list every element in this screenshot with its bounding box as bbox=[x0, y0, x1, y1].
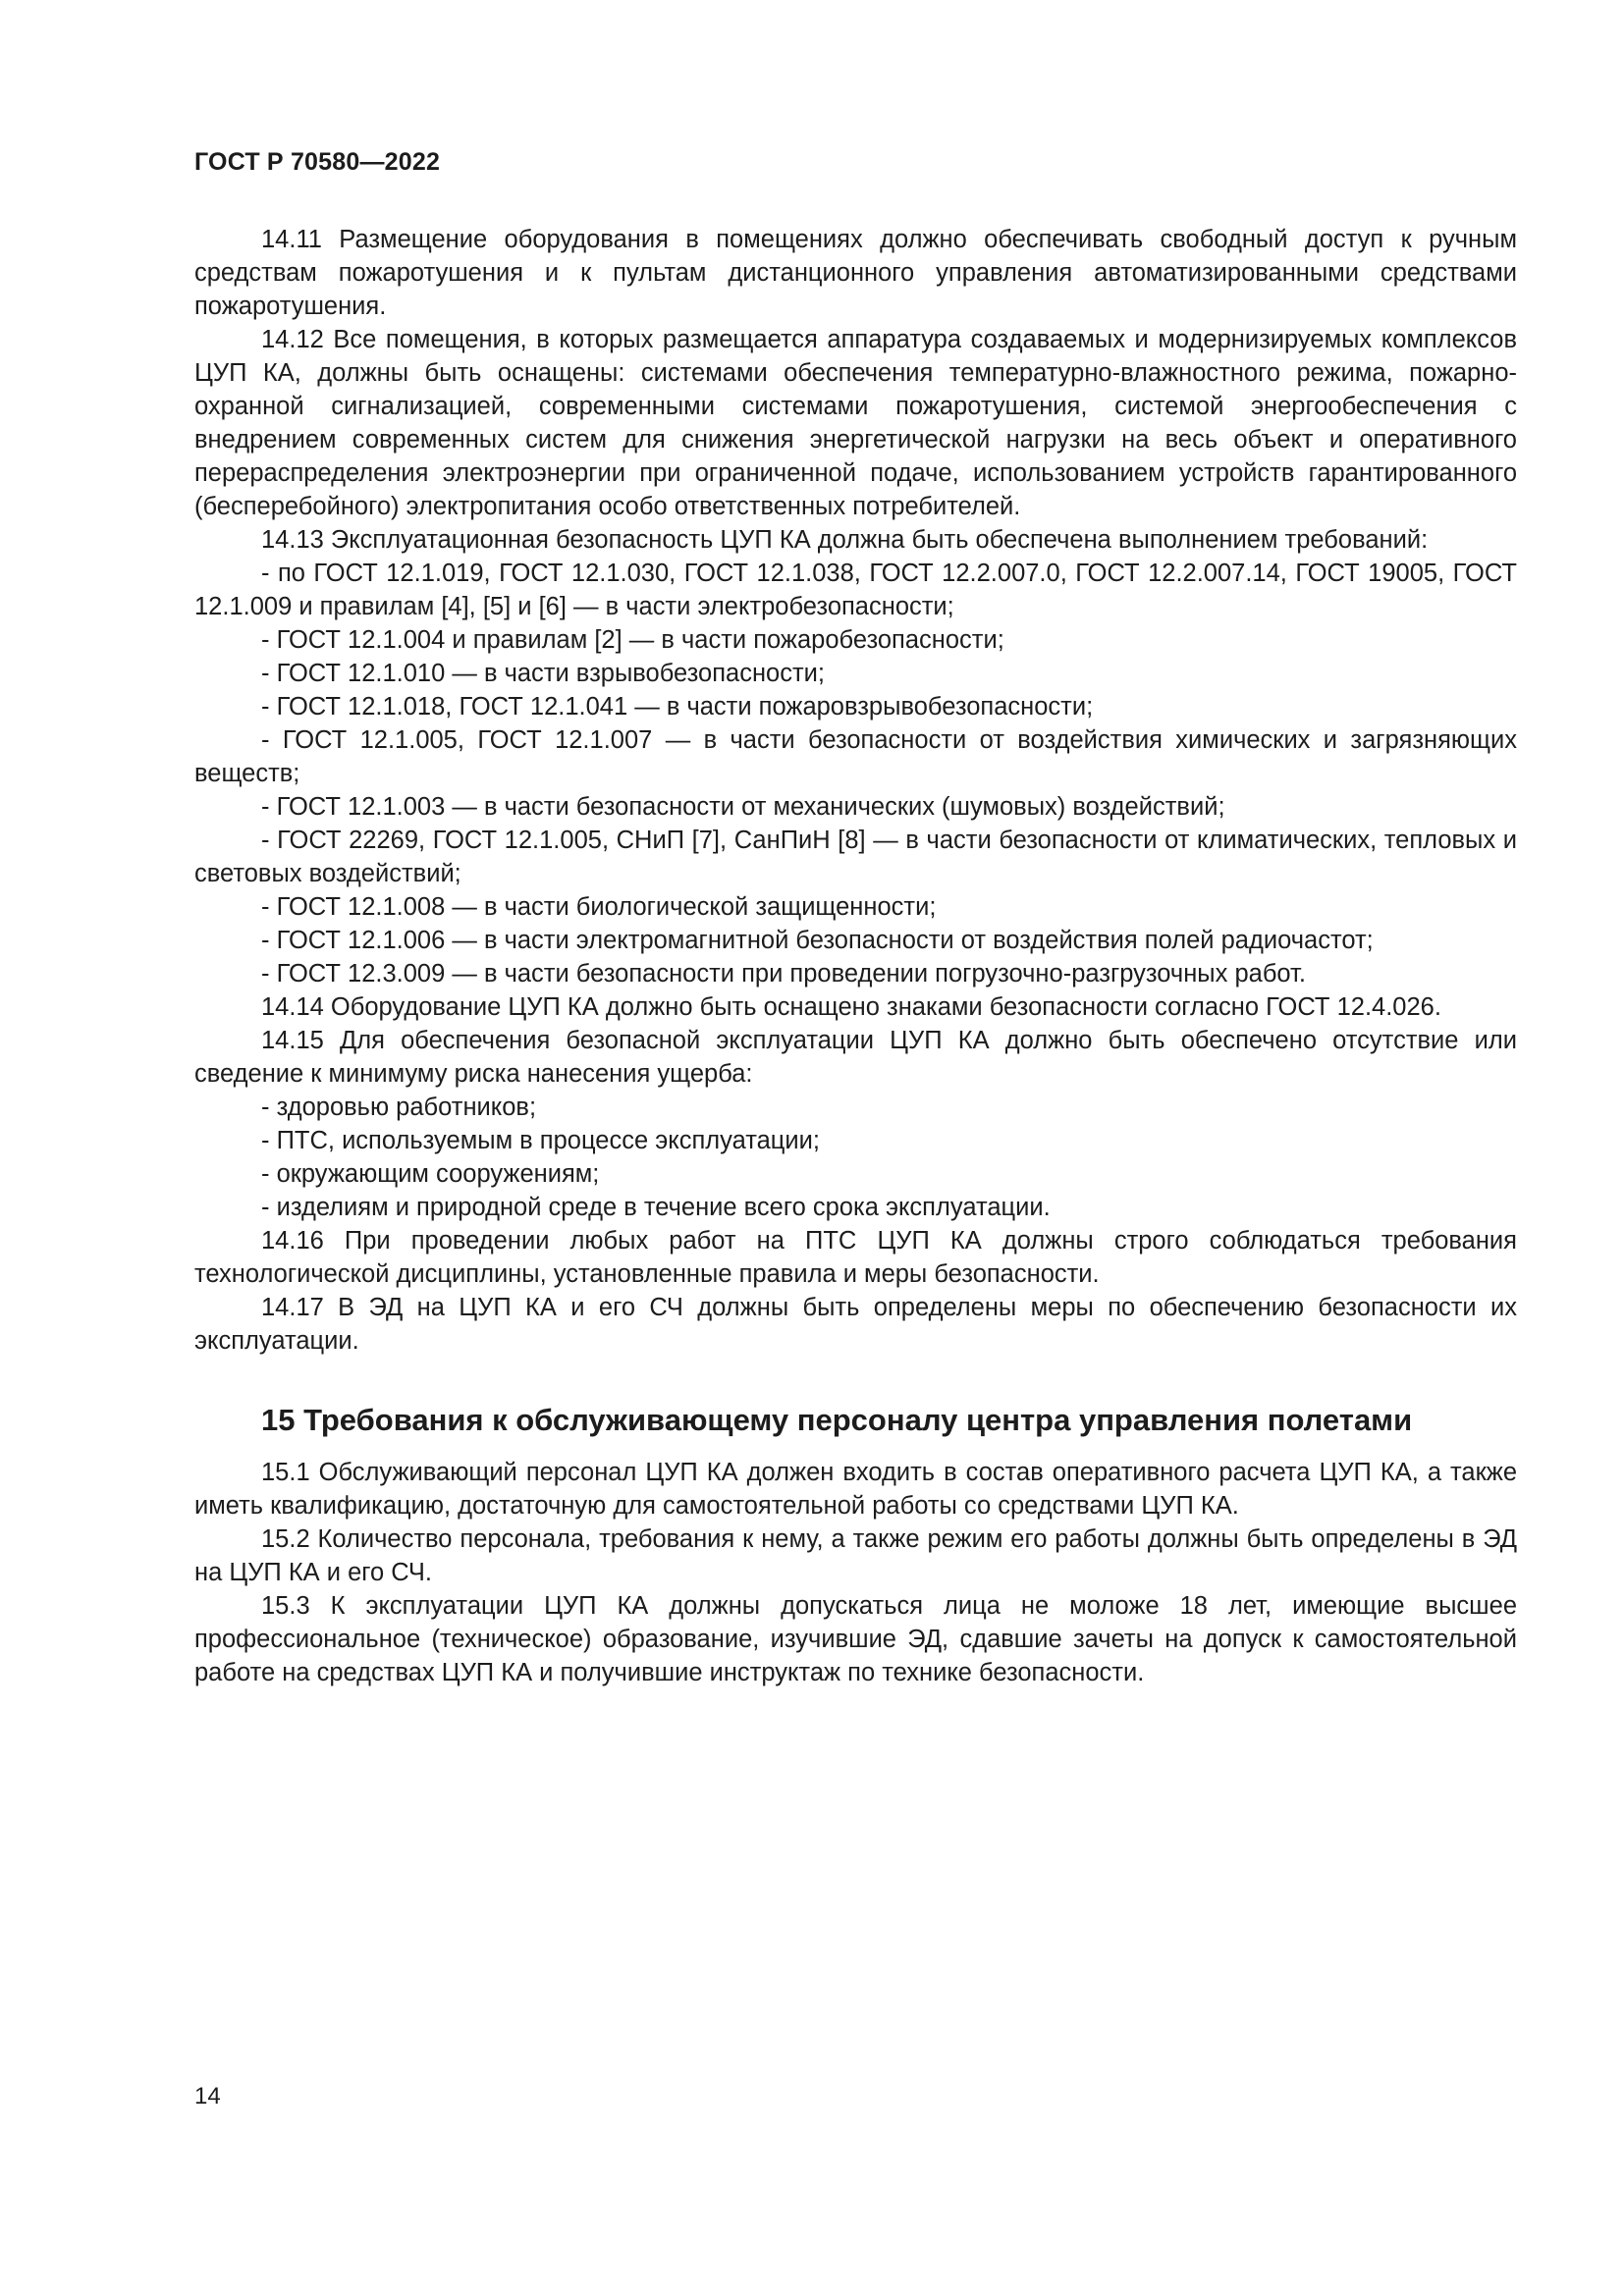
list-item: - ГОСТ 12.1.005, ГОСТ 12.1.007 — в части безопасности от воздействия химических и загрязняющих веществ; bbox=[194, 726, 1517, 787]
list-item: - здоровью работников; bbox=[261, 1094, 537, 1121]
list-item: - ГОСТ 12.1.006 — в части электромагнитной безопасности от воздействия полей радиочастот; bbox=[261, 927, 1374, 954]
list-item: - по ГОСТ 12.1.019, ГОСТ 12.1.030, ГОСТ 12.1.038, ГОСТ 12.2.007.0, ГОСТ 12.2.007.14, ГОСТ 19005, ГОСТ 12.1.009 и правилам [4], [5] и [6] — в части электробезопасности; bbox=[194, 560, 1517, 620]
paragraph-15-2: 15.2 Количество персонала, требования к нему, а также режим его работы должны быть определены в ЭД на ЦУП КА и его СЧ. bbox=[194, 1525, 1517, 1586]
list-item: - ГОСТ 12.1.018, ГОСТ 12.1.041 — в части пожаровзрывобезопасности; bbox=[261, 693, 1094, 721]
list-item: - ПТС, используемым в процессе эксплуатации; bbox=[261, 1127, 820, 1154]
list-item: - ГОСТ 12.1.004 и правилам [2] — в части пожаробезопасности; bbox=[261, 626, 1004, 654]
paragraph-14-15: 14.15 Для обеспечения безопасной эксплуатации ЦУП КА должно быть обеспечено отсутствие или сведение к минимуму риска нанесения ущерба: bbox=[194, 1027, 1517, 1088]
list-item: - изделиям и природной среде в течение всего срока эксплуатации. bbox=[261, 1194, 1051, 1221]
list-item: - ГОСТ 12.3.009 — в части безопасности при проведении погрузочно-разгрузочных работ. bbox=[261, 960, 1306, 988]
list-item: - ГОСТ 12.1.008 — в части биологической защищенности; bbox=[261, 893, 937, 921]
page-number: 14 bbox=[194, 2083, 221, 2109]
paragraph-14-12: 14.12 Все помещения, в которых размещается аппаратура создаваемых и модернизируемых комплексов ЦУП КА, должны быть оснащены: системами обеспечения температурно-влажностного режима, пожарно-охранной сигнализацией, современными системами пожаротушения, системой энергообеспечения с внедрением современных систем для снижения энергетической нагрузки на весь объект и оперативного перераспределения электроэнергии при ограниченной подаче, использованием устройств гарантированного (бесперебойного) электропитания особо ответственных потребителей. bbox=[194, 326, 1517, 520]
list-item: - ГОСТ 12.1.003 — в части безопасности от механических (шумовых) воздействий; bbox=[261, 793, 1225, 821]
paragraph-14-14: 14.14 Оборудование ЦУП КА должно быть оснащено знаками безопасности согласно ГОСТ 12.4.026. bbox=[261, 993, 1441, 1021]
paragraph-14-17: 14.17 В ЭД на ЦУП КА и его СЧ должны быть определены меры по обеспечению безопасности их эксплуатации. bbox=[194, 1294, 1517, 1355]
paragraph-14-16: 14.16 При проведении любых работ на ПТС ЦУП КА должны строго соблюдаться требования технологической дисциплины, установленные правила и меры безопасности. bbox=[194, 1227, 1517, 1288]
paragraph-15-3: 15.3 К эксплуатации ЦУП КА должны допускаться лица не моложе 18 лет, имеющие высшее профессиональное (техническое) образование, изучившие ЭД, сдавшие зачеты на допуск к самостоятельной работе на средствах ЦУП КА и получившие инструктаж по технике безопасности. bbox=[194, 1592, 1517, 1686]
paragraph-14-11: 14.11 Размещение оборудования в помещениях должно обеспечивать свободный доступ к ручным средствам пожаротушения и к пультам дистанционного управления автоматизированными средствами пожаротушения. bbox=[194, 226, 1517, 320]
section-15-title: 15 Требования к обслуживающему персоналу центра управления полетами bbox=[261, 1403, 1413, 1437]
paragraph-15-1: 15.1 Обслуживающий персонал ЦУП КА должен входить в состав оперативного расчета ЦУП КА, а также иметь квалификацию, достаточную для самостоятельной работы со средствами ЦУП КА. bbox=[194, 1459, 1517, 1520]
document-header: ГОСТ Р 70580—2022 bbox=[194, 148, 441, 176]
list-item: - ГОСТ 22269, ГОСТ 12.1.005, СНиП [7], СанПиН [8] — в части безопасности от климатических, тепловых и световых воздействий; bbox=[194, 827, 1517, 887]
list-item: - ГОСТ 12.1.010 — в части взрывобезопасности; bbox=[261, 660, 825, 687]
list-item: - окружающим сооружениям; bbox=[261, 1160, 600, 1188]
paragraph-14-13: 14.13 Эксплуатационная безопасность ЦУП КА должна быть обеспечена выполнением требований: bbox=[261, 526, 1429, 554]
document-body bbox=[194, 223, 1517, 1689]
